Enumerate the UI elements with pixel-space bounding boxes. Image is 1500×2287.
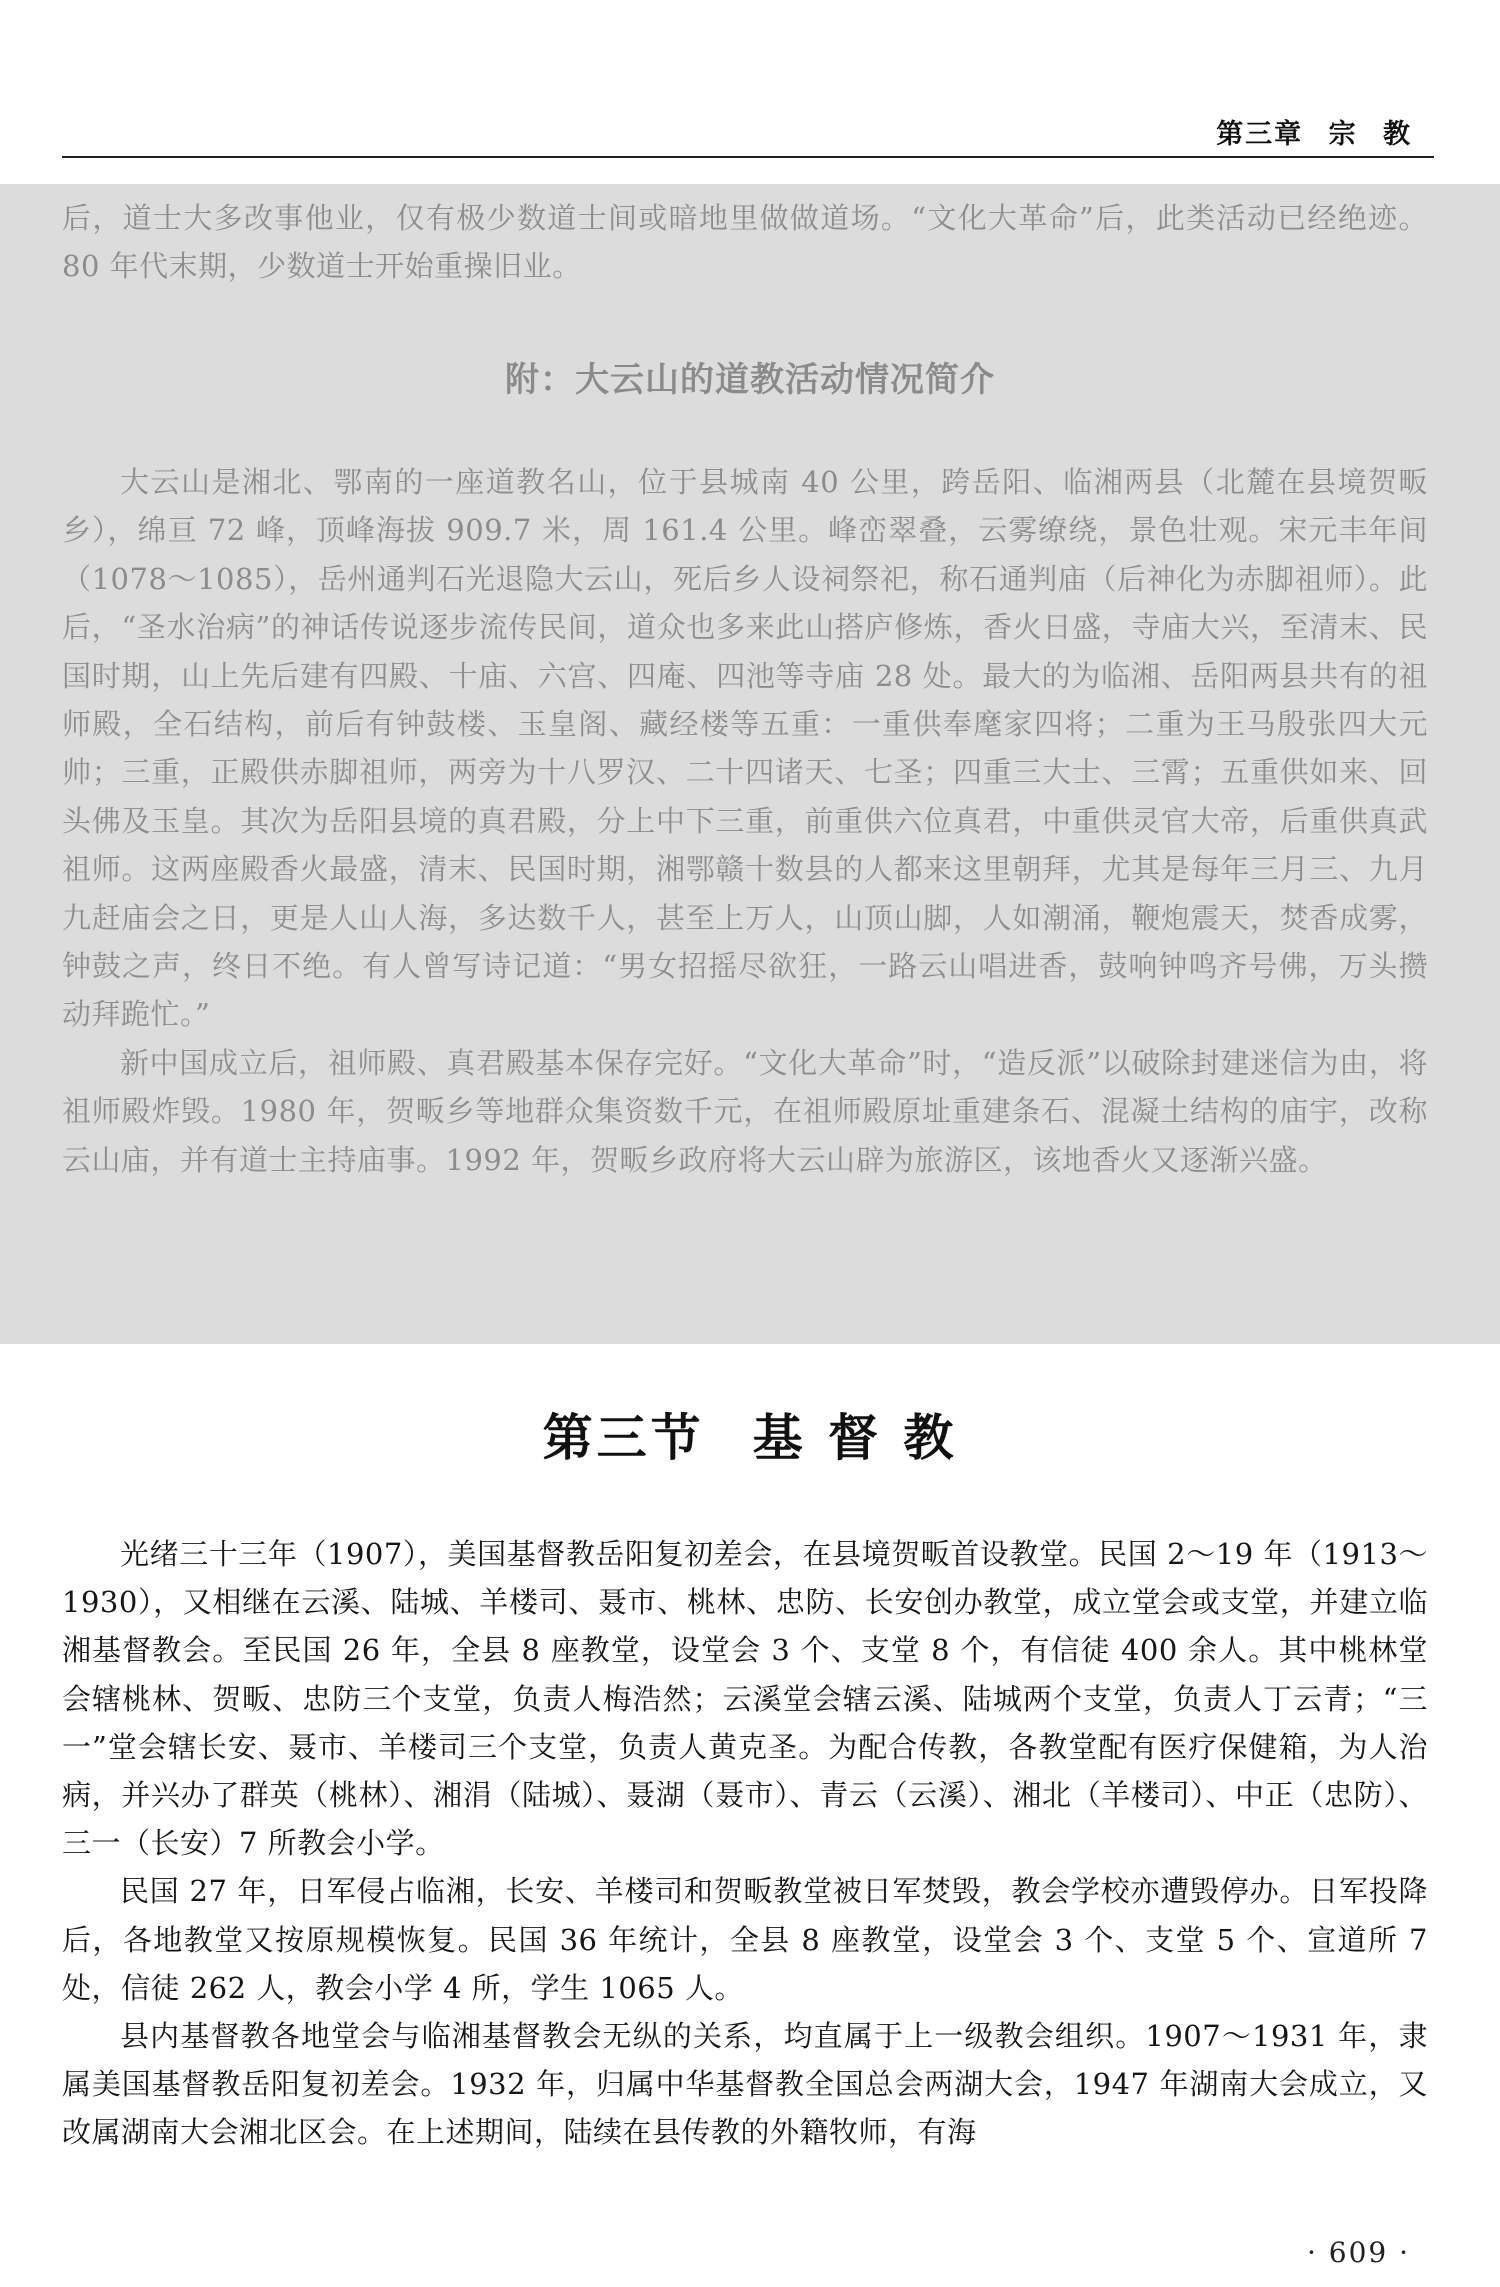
chapter-title: 第三章 宗 教 xyxy=(1216,119,1412,150)
appendix-paragraph: 新中国成立后，祖师殿、真君殿基本保存完好。“文化大革命”时，“造反派”以破除封建迷信为由，将祖师殿炸毁。1980 年，贺畈乡等地群众集资数千元，在祖师殿原址重建条石、混凝土结构的庙宇，改称云山庙，并有道士主持庙事。1992 年，贺畈乡政府将大云山辟为旅游区，该地香火又逐渐兴盛。 xyxy=(62,1045,1428,1177)
body-text-block xyxy=(62,1530,1428,2157)
body-paragraph: 光绪三十三年（1907），美国基督教岳阳复初差会，在县境贺畈首设教堂。民国 2～19 年（1913～1930），又相继在云溪、陆城、羊楼司、聂市、桃林、忠防、长安创办教堂，成立堂会或支堂，并建立临湘基督教会。至民国 26 年，全县 8 座教堂，设堂会 3 个、支堂 8 个，有信徒 400 余人。其中桃林堂会辖桃林、贺畈、忠防三个支堂，负责人梅浩然；云溪堂会辖云溪、陆城两个支堂，负责人丁云青；“三一”堂会辖长安、聂市、羊楼司三个支堂，负责人黄克圣。为配合传教，各教堂配有医疗保健箱，为人治病，并兴办了群英（桃林）、湘涓（陆城）、聂湖（聂市）、青云（云溪）、湘北（羊楼司）、中正（忠防）、三一（长安）7 所教会小学。 xyxy=(62,1537,1428,1861)
appendix-title: 附：大云山的道教活动情况简介 xyxy=(505,360,995,400)
section-number: 第三节 xyxy=(542,1408,705,1467)
body-paragraph: 民国 27 年，日军侵占临湘，长安、羊楼司和贺畈教堂被日军焚毁，教会学校亦遭毁停办。日军投降后，各地教堂又按原规模恢复。民国 36 年统计，全县 8 座教堂，设堂会 3 个、支堂 5 个、宣道所 7 处，信徒 262 人，教会小学 4 所，学生 1065 人。 xyxy=(62,1874,1428,2005)
appendix-text-block xyxy=(62,458,1428,1184)
appendix-paragraph: 大云山是湘北、鄂南的一座道教名山，位于县城南 40 公里，跨岳阳、临湘两县（北麓在县境贺畈乡），绵亘 72 峰，顶峰海拔 909.7 米，周 161.4 公里。峰峦翠叠，云雾缭绕，景色壮观。宋元丰年间（1078～1085），岳州通判石光退隐大云山，死后乡人设祠祭祀，称石通判庙（后神化为赤脚祖师）。此后，“圣水治病”的神话传说逐步流传民间，道众也多来此山搭庐修炼，香火日盛，寺庙大兴，至清末、民国时期，山上先后建有四殿、十庙、六宫、四庵、四池等寺庙 28 处。最大的为临湘、岳阳两县共有的祖师殿，全石结构，前后有钟鼓楼、玉皇阁、藏经楼等五重：一重供奉麾家四将；二重为王马殷张四大元帅；三重，正殿供赤脚祖师，两旁为十八罗汉、二十四诸天、七圣；四重三大士、三霄；五重供如来、回头佛及玉皇。其次为岳阳县境的真君殿，分上中下三重，前重供六位真君，中重供灵官大帝，后重供真武祖师。这两座殿香火最盛，清末、民国时期，湘鄂赣十数县的人都来这里朝拜，尤其是每年三月三、九月九赶庙会之日，更是人山人海，多达数千人，甚至上万人，山顶山脚，人如潮涌，鞭炮震天，焚香成雾，钟鼓之声，终日不绝。有人曾写诗记道：“男女招摇尽欲狂，一路云山唱进香，鼓响钟鸣齐号佛，万头攒动拜跪忙。” xyxy=(62,465,1428,1032)
page-number: · 609 · xyxy=(1306,2236,1410,2269)
continuation-paragraph: 后，道士大多改事他业，仅有极少数道士间或暗地里做做道场。“文化大革命”后，此类活动已经绝迹。80 年代末期，少数道士开始重操旧业。 xyxy=(62,201,1428,284)
running-header xyxy=(62,106,1434,158)
continuation-paragraph-block xyxy=(62,194,1428,291)
body-paragraph: 县内基督教各地堂会与临湘基督教会无纵的关系，均直属于上一级教会组织。1907～1931 年，隶属美国基督教岳阳复初差会。1932 年，归属中华基督教全国总会两湖大会，1947 年湖南大会成立，又改属湖南大会湘北区会。在上述期间，陆续在县传教的外籍牧师，有海 xyxy=(62,2019,1428,2150)
section-name: 基 督 教 xyxy=(752,1408,958,1467)
section-title xyxy=(0,1398,1500,1470)
